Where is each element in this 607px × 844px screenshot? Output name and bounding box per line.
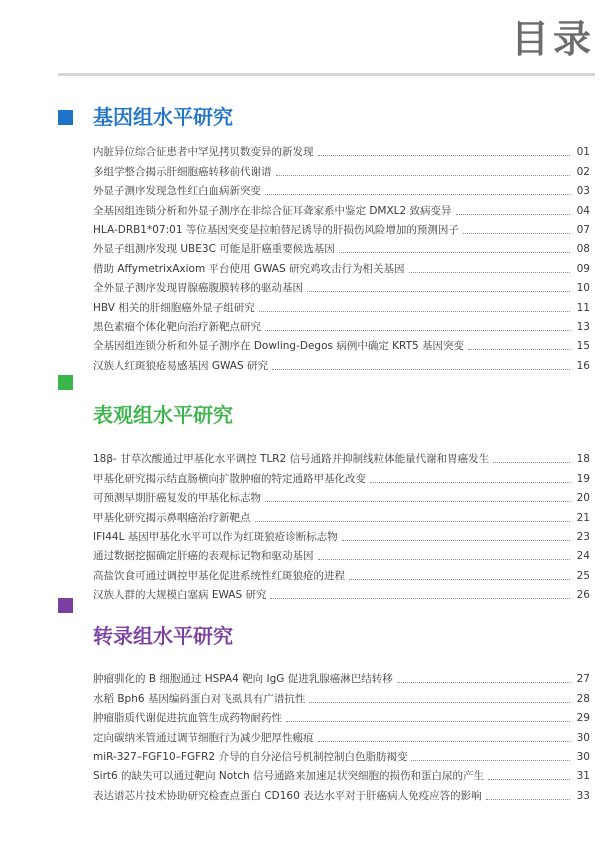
dot-leader [318,740,571,742]
toc-entry[interactable] [93,198,590,217]
toc-entry[interactable] [93,159,590,178]
toc-entry-page: 07 [576,223,590,236]
dot-leader [409,271,571,273]
toc-entry-page: 09 [576,262,590,275]
dot-leader [286,720,570,722]
toc-entry-page: 03 [576,185,590,198]
toc-entry-page: 33 [576,789,590,802]
toc-entry[interactable] [93,315,590,334]
toc-entry-page: 27 [576,673,590,686]
toc-entry[interactable] [93,466,590,485]
section-heading-epigenome: 表观组水平研究 [93,403,233,427]
toc-entry-page: 01 [576,146,590,159]
toc-entry-page: 15 [576,340,590,353]
toc-entry-page: 28 [576,692,590,705]
title-divider [58,73,595,76]
toc-entry-title: 表达谱芯片技术协助研究检查点蛋白 CD160 表达水平对于肝癌病人免疫应答的影响 [93,789,482,802]
dot-leader [456,213,570,215]
toc-entry-title: 全外显子测序发现胃腺癌腹膜转移的驱动基因 [93,282,303,295]
toc-entry-title: 可预测早期肝癌复发的甲基化标志物 [93,492,261,505]
toc-entry-title: 借助 AffymetrixAxiom 平台使用 GWAS 研究鸡攻击行为相关基因 [93,262,405,275]
toc-entry-page: 13 [576,320,590,333]
toc-entry[interactable] [93,725,590,744]
section-marker-transcriptome [58,598,73,613]
dot-leader [307,290,570,292]
toc-entry-page: 10 [576,282,590,295]
toc-entry-page: 18 [576,453,590,466]
dot-leader [342,539,570,541]
dot-leader [309,701,570,703]
toc-list-genome [93,140,590,373]
toc-list-epigenome [93,447,590,602]
toc-entry[interactable] [93,237,590,256]
toc-entry[interactable] [93,525,590,544]
toc-entry-title: 肿瘤驯化的 B 细胞通过 HSPA4 靶向 IgG 促进乳腺癌淋巴结转移 [93,673,393,686]
toc-entry-page: 24 [576,550,590,563]
section-marker-epigenome [58,375,73,390]
toc-entry-title: 外显子测序发现急性红白血病新突变 [93,185,261,198]
toc-entry-title: HLA-DRB1*07:01 等位基因突变是拉帕替尼诱导的肝损伤风险增加的预测因子 [93,223,459,236]
toc-entry-title: 18β- 甘草次酸通过甲基化水平调控 TLR2 信号通路并抑制线粒体能量代谢和胃癌发生 [93,453,490,466]
toc-entry[interactable] [93,745,590,764]
dot-leader [493,461,570,463]
toc-entry-page: 02 [576,165,590,178]
toc-entry-title: 水稻 Bph6 基因编码蛋白对飞虱具有广谱抗性 [93,692,306,705]
dot-leader [255,520,571,522]
toc-entry-page: 11 [576,301,590,314]
dot-leader [318,558,571,560]
toc-entry-page: 30 [576,750,590,763]
toc-entry-page: 31 [576,770,590,783]
dot-leader [272,368,570,370]
toc-entry-page: 19 [576,472,590,485]
dot-leader [265,193,570,195]
toc-entry-title: IFI44L 基因甲基化水平可以作为红斑狼疮诊断标志物 [93,530,338,543]
toc-entry[interactable] [93,218,590,237]
section-heading-genome: 基因组水平研究 [93,105,233,129]
toc-entry-page: 20 [576,492,590,505]
dot-leader [259,310,570,312]
toc-entry-page: 29 [576,712,590,725]
toc-entry[interactable] [93,256,590,275]
toc-entry-title: 高盐饮食可通过调控甲基化促进系统性红斑狼疮的进程 [93,569,345,582]
dot-leader [265,500,570,502]
toc-entry-title: HBV 相关的肝细胞癌外显子组研究 [93,301,255,314]
section-marker-genome [58,110,73,125]
toc-entry[interactable] [93,179,590,198]
toc-entry-title: 汉族人红斑狼疮易感基因 GWAS 研究 [93,359,268,372]
toc-entry[interactable] [93,447,590,466]
toc-entry[interactable] [93,334,590,353]
toc-entry[interactable] [93,295,590,314]
toc-entry[interactable] [93,563,590,582]
toc-entry-title: 黑色素瘤个体化靶向治疗新靶点研究 [93,320,261,333]
toc-entry-page: 21 [576,511,590,524]
dot-leader [276,174,571,176]
dot-leader [339,251,570,253]
section-heading-transcriptome: 转录组水平研究 [93,624,233,648]
toc-entry[interactable] [93,706,590,725]
toc-entry-page: 08 [576,243,590,256]
dot-leader [486,798,570,800]
dot-leader [270,597,570,599]
dot-leader [463,232,570,234]
toc-entry-title: 汉族人群的大规模白塞病 EWAS 研究 [93,589,267,602]
toc-entry[interactable] [93,486,590,505]
toc-entry[interactable] [93,667,590,686]
toc-entry-title: 全基因组连锁分析和外显子测序在非综合征耳聋家系中鉴定 DMXL2 致病变异 [93,204,452,217]
toc-entry[interactable] [93,276,590,295]
toc-entry-page: 30 [576,731,590,744]
dot-leader [488,778,570,780]
toc-entry[interactable] [93,505,590,524]
dot-leader [468,348,570,350]
dot-leader [265,329,570,331]
toc-entry-page: 04 [576,204,590,217]
toc-entry[interactable] [93,583,590,602]
dot-leader [318,154,571,156]
toc-entry-page: 26 [576,589,590,602]
page-title: 目录 [510,17,595,61]
toc-entry[interactable] [93,544,590,563]
dot-leader [370,481,570,483]
toc-entry-title: 定向碳纳米管通过调节细胞行为减少肥厚性瘢痕 [93,731,314,744]
toc-entry-page: 25 [576,569,590,582]
toc-entry[interactable] [93,783,590,802]
toc-entry-title: 肿瘤脂质代谢促进抗血管生成药物耐药性 [93,712,282,725]
toc-entry[interactable] [93,764,590,783]
toc-list-transcriptome [93,667,590,803]
toc-entry-title: 全基因组连锁分析和外显子测序在 Dowling-Degos 病例中确定 KRT5 基因突变 [93,340,465,353]
toc-entry-page: 23 [576,530,590,543]
toc-entry-title: 甲基化研究揭示鼻咽癌治疗新靶点 [93,511,251,524]
toc-entry[interactable] [93,140,590,159]
toc-entry-title: 通过数据挖掘确定肝癌的表观标记物和驱动基因 [93,550,314,563]
toc-entry[interactable] [93,353,590,372]
toc-entry-title: 甲基化研究揭示结直肠横向扩散肿瘤的特定通路甲基化改变 [93,472,366,485]
toc-entry-page: 16 [576,359,590,372]
dot-leader [349,578,570,580]
toc-entry-title: Sirt6 的缺失可以通过靶向 Notch 信号通路来加速足状突细胞的损伤和蛋白尿的产生 [93,770,485,783]
toc-entry-title: 多组学整合揭示肝细胞癌转移前代谢谱 [93,165,272,178]
dot-leader [411,759,570,761]
toc-entry-title: 外显子组测序发现 UBE3C 可能是肝癌重要候选基因 [93,243,335,256]
toc-entry[interactable] [93,686,590,705]
toc-entry-title: 内脏异位综合征患者中罕见拷贝数变异的新发现 [93,146,314,159]
toc-entry-title: miR-327–FGF10–FGFR2 介导的自分泌信号机制控制白色脂肪褐变 [93,750,408,763]
dot-leader [397,681,570,683]
